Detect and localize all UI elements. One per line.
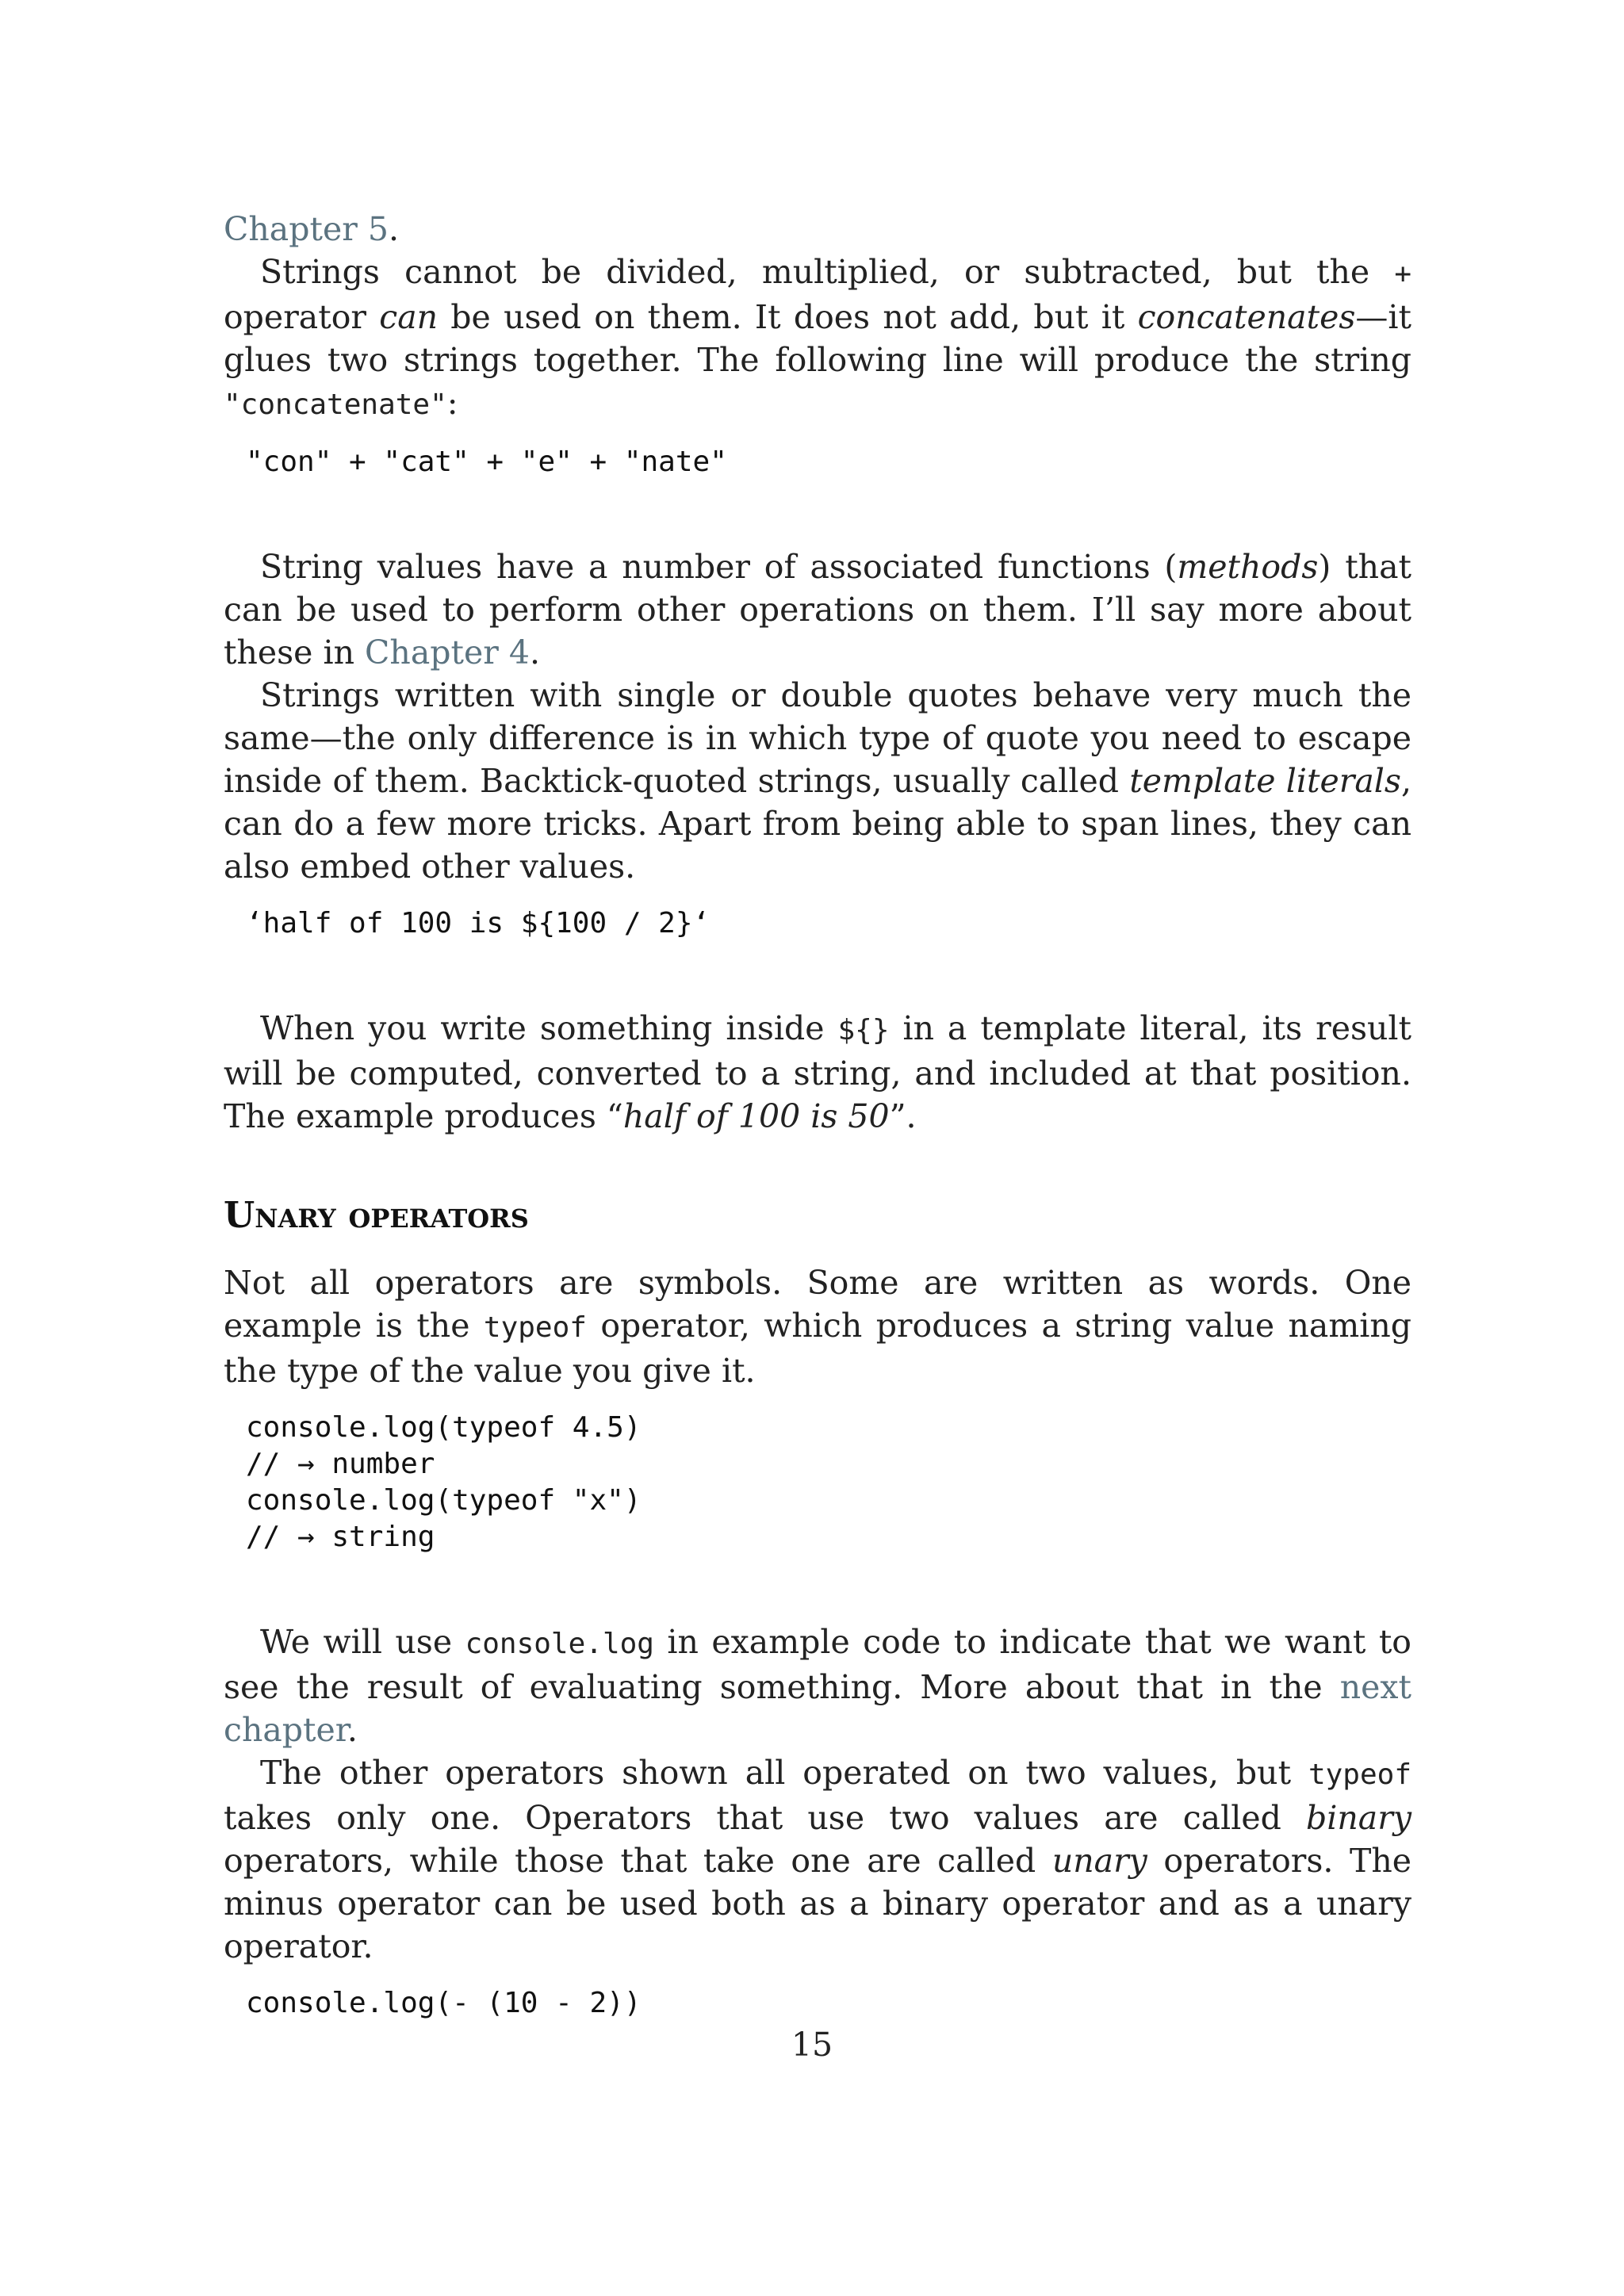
text-span: The other operators shown all operated on two values, but <box>260 1754 1308 1792</box>
page-body <box>224 208 1411 2022</box>
chapter-4-link[interactable]: Chapter 4 <box>365 633 530 672</box>
emphasis: methods <box>1177 548 1319 586</box>
next-chapter-link[interactable]: next chapter <box>224 1668 1411 1749</box>
inline-code: "concatenate" <box>224 388 447 421</box>
paragraph-template-literal <box>224 1007 1411 1138</box>
code-line: ‘half of 100 is ${100 / 2}‘ <box>246 907 710 939</box>
text-span: operators, while those that take one are called <box>224 1842 1052 1880</box>
text-span: be used on them. It does not add, but it <box>438 298 1138 336</box>
code-line: // → string <box>246 1521 435 1553</box>
inline-code: ${} <box>837 1014 890 1047</box>
emphasis: binary <box>1306 1799 1411 1837</box>
text-span: Not all operators are symbols. Some are written as words. One example is the <box>224 1264 1411 1345</box>
chapter-5-link[interactable]: Chapter 5 <box>224 210 389 248</box>
code-line: // → number <box>246 1448 435 1480</box>
text-span: Strings cannot be divided, multiplied, or subtracted, but the <box>260 253 1395 291</box>
emphasis: unary <box>1051 1842 1147 1880</box>
code-block-minus <box>224 1985 1411 2022</box>
emphasis: concatenates <box>1137 298 1356 336</box>
text-span: Strings written with single or double quotes behave very much the same—the only difference is in which type of quote you need to escape inside of them. Backtick-quoted strings, usually called <box>224 676 1411 800</box>
text-span: String values have a number of associated functions ( <box>260 548 1178 586</box>
code-line: console.log(typeof 4.5) <box>246 1411 642 1444</box>
text-span: operator <box>224 298 380 336</box>
text-span: . <box>529 633 541 672</box>
text-span: . <box>347 1711 358 1749</box>
text-span: operators. The minus operator can be used both as a binary operator and as a unary operator. <box>224 1842 1411 1965</box>
text-span: in example code to indicate that we want to see the result of evaluating something. More about that in the <box>224 1623 1411 1706</box>
emphasis: can <box>379 298 439 336</box>
code-line: console.log(- (10 - 2)) <box>246 1987 642 2019</box>
text-span: , can do a few more tricks. Apart from being able to span lines, they can also embed other values. <box>224 762 1411 886</box>
inline-code: typeof <box>1308 1758 1411 1791</box>
text-span: We will use <box>260 1623 465 1661</box>
paragraph-methods <box>224 545 1411 674</box>
emphasis: half of 100 is 50 <box>622 1097 890 1135</box>
code-line: "con" + "cat" + "e" + "nate" <box>246 446 727 478</box>
inline-code: console.log <box>465 1628 654 1660</box>
inline-code: + <box>1394 258 1411 290</box>
text-span: in a template literal, its result will be computed, converted to a string, and included at that position. The example produces “ <box>224 1009 1412 1135</box>
code-block-template-literal <box>224 905 1411 942</box>
code-block-typeof <box>224 1410 1411 1556</box>
text-span: takes only one. Operators that use two values are called <box>224 1799 1307 1837</box>
text-span: ”. <box>889 1097 917 1135</box>
text-span: : <box>446 384 458 422</box>
emphasis: template literals <box>1129 762 1401 800</box>
paragraph-unary-binary <box>224 1751 1411 1968</box>
inline-code: typeof <box>483 1311 587 1344</box>
paragraph-string-concatenation <box>224 251 1411 427</box>
text-span: operator, which produces a string value naming the type of the value you give it. <box>224 1307 1412 1390</box>
code-block-concat <box>224 444 1411 480</box>
text-span: —it glues two strings together. The following line will produce the string <box>224 298 1411 379</box>
section-heading-unary-operators: Unary operators <box>224 1194 529 1236</box>
code-line: console.log(typeof "x") <box>246 1484 642 1517</box>
paragraph-console-log <box>224 1621 1411 1751</box>
paragraph-continuation <box>224 208 1411 251</box>
paragraph-typeof <box>224 1261 1411 1392</box>
text-span: ) that can be used to perform other operations on them. I’ll say more about these in <box>224 548 1411 672</box>
text-span: . <box>388 210 399 248</box>
page-number: 15 <box>791 2026 833 2064</box>
text-span: When you write something inside <box>260 1009 838 1047</box>
paragraph-quotes <box>224 674 1411 888</box>
